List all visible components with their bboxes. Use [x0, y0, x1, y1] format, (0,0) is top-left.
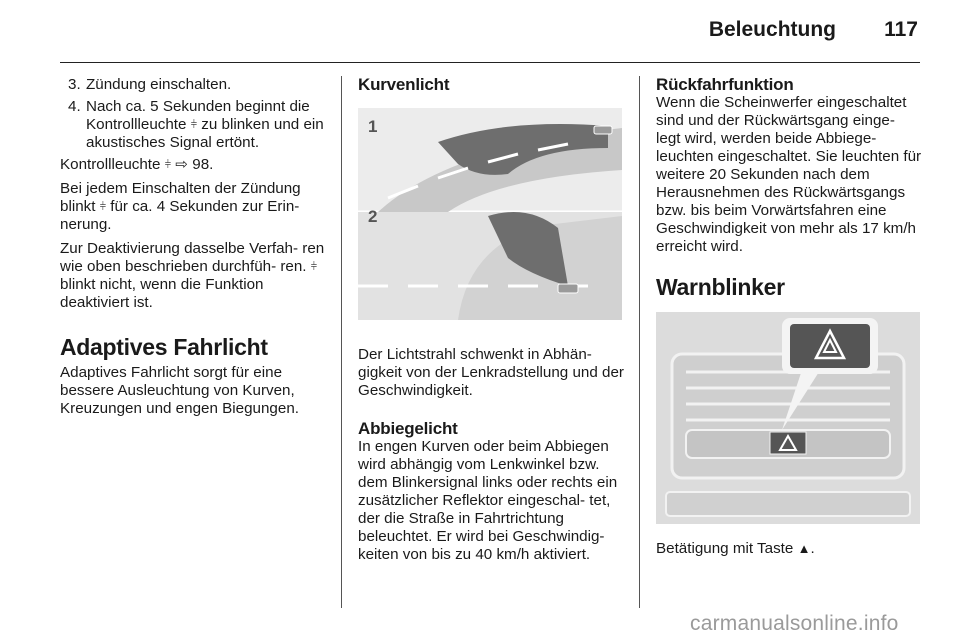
watermark: carmanualsonline.info	[690, 612, 899, 635]
caption-text: .	[810, 540, 815, 557]
indicator-lamp-icon: ⫩	[310, 261, 318, 273]
hazard-switch-figure	[656, 312, 920, 524]
list-text: Zündung einschalten.	[86, 76, 232, 93]
list-item	[60, 76, 328, 94]
indicator-lamp-icon: ⫩	[190, 119, 198, 131]
para-text: Bei jedem Einschalten der Zündung blinkt	[60, 180, 301, 215]
figure-label: 2	[368, 207, 378, 226]
indicator-lamp-icon: ⫩	[99, 201, 107, 213]
column-2	[358, 76, 624, 570]
figure-label: 1	[368, 117, 378, 136]
subsection-heading: Rückfahrfunktion	[656, 75, 794, 94]
page-header	[60, 0, 920, 63]
paragraph: In engen Kurven oder beim Abbiegen wird abhängig vom Lenkwinkel bzw. dem Blinkersignal links oder rechts ein zusätzlicher Reflektor eingeschal- tet, der die Straße in Fahrtrichtung beleuchtet. Er wird bei Geschwindig- keiten von bis zu 40 km/h aktiviert.	[358, 438, 618, 563]
column-3	[656, 76, 922, 564]
figure-caption	[656, 540, 922, 558]
list-item	[60, 98, 328, 152]
section-heading: Warnblinker	[656, 274, 785, 300]
list-number: 4.	[68, 98, 81, 115]
column-divider	[341, 76, 342, 608]
cornering-light-illustration	[358, 108, 622, 320]
para-text: Zur Deaktivierung dasselbe Verfah- ren wie oben beschrieben durchfüh- ren.	[60, 240, 325, 275]
paragraph: Wenn die Scheinwerfer eingeschaltet sind und der Rückwärtsgang einge- legt wird, werden beide Abbiege- leuchten eingeschaltet. Sie leuchten für weitere 20 Sekunden nach dem Herausnehmen des Rückwärtsgangs bzw. bis beim Vorwärtsfahren eine Geschwindigkeit von mehr als 17 km/h erreicht wird.	[656, 94, 922, 255]
column-1	[60, 76, 328, 424]
para-text: für ca. 4 Sekunden zur Erin- nerung.	[60, 198, 300, 233]
list-number: 3.	[68, 76, 81, 93]
reference-line	[60, 156, 328, 174]
cornering-light-figure	[358, 108, 622, 320]
chapter-title: Beleuchtung	[708, 18, 836, 41]
column-divider	[639, 76, 640, 608]
page-number: 117	[884, 18, 918, 41]
hazard-switch-illustration	[656, 312, 920, 524]
reference-arrow-icon: ⇨	[175, 156, 189, 173]
list-text: Nach ca. 5 Sekunden beginnt die Kontrollleuchte	[86, 98, 310, 133]
para-text: blinkt nicht, wenn die Funktion deaktiviert ist.	[60, 276, 264, 311]
subsection-heading: Kurvenlicht	[358, 75, 450, 94]
paragraph: Adaptives Fahrlicht sorgt für eine bessere Ausleuchtung von Kurven, Kreuzungen und engen Biegungen.	[60, 364, 299, 417]
section-heading: Adaptives Fahrlicht	[60, 334, 268, 360]
indicator-lamp-icon: ⫩	[164, 159, 172, 171]
subsection-heading: Abbiegelicht	[358, 419, 458, 438]
hazard-warning-icon: ▲	[797, 541, 811, 556]
ref-text: Kontrollleuchte	[60, 156, 161, 173]
paragraph	[60, 180, 328, 234]
list-text: zu blinken und ein akustisches Signal ertönt.	[86, 116, 324, 151]
caption-text: Betätigung mit Taste	[656, 540, 794, 557]
ref-page: 98.	[192, 156, 214, 173]
paragraph	[60, 240, 328, 312]
paragraph: Der Lichtstrahl schwenkt in Abhän- gigkeit von der Lenkradstellung und der Geschwindigkeit.	[358, 346, 624, 399]
